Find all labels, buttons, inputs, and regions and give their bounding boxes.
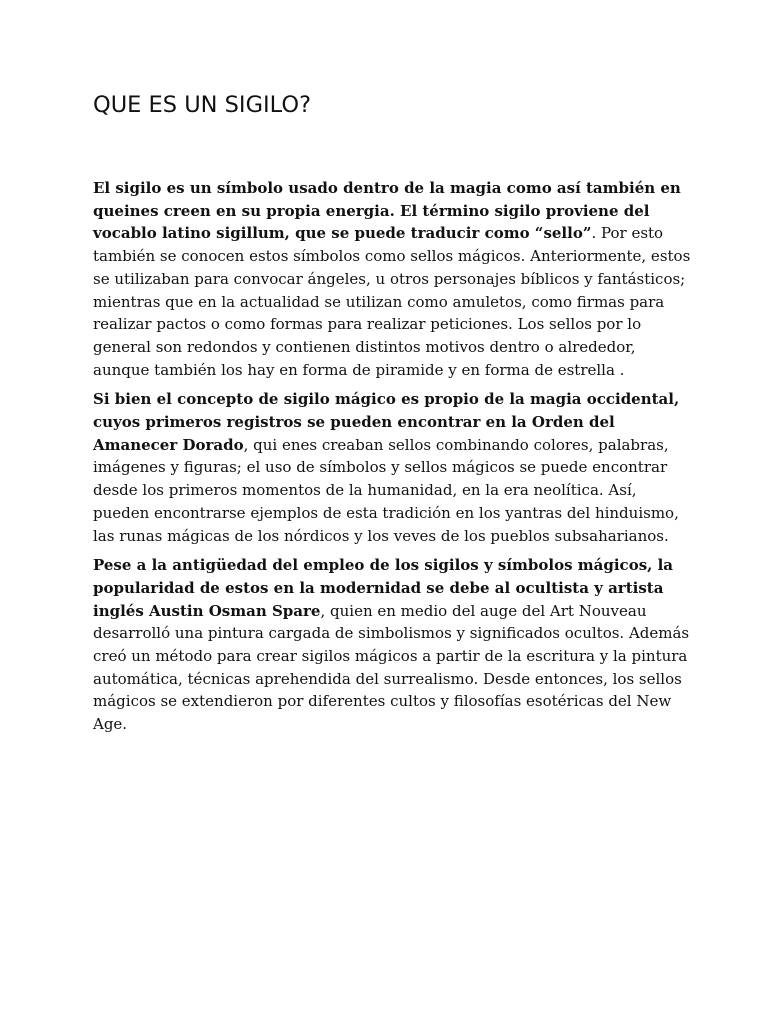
paragraph-definition-bold: El sigilo es un símbolo usado dentro de la magia como así también en queines creen en su propia energia. El término sigilo proviene del vocablo latino sigillum, que se puede traducir como “sello” xyxy=(93,179,681,243)
paragraph-history xyxy=(93,388,693,547)
document-title: QUE ES UN SIGILO? xyxy=(93,92,312,118)
paragraph-modernity-bold: Pese a la antigüedad del empleo de los sigilos y símbolos mágicos, la popularidad de estos en la modernidad se debe al ocultista y artista inglés Austin Osman Spare xyxy=(93,556,674,620)
paragraph-modernity-text: , quien en medio del auge del Art Nouveau desarrolló una pintura cargada de simbolismos y significados ocultos. Además creó un método para crear sigilos mágicos a partir de la escritura y la pintura automática, técnicas aprehendida del surrealismo. Desde entonces, los sellos mágicos se extendieron por diferentes cultos y filosofías esotéricas del New Age. xyxy=(93,601,690,734)
paragraph-definition xyxy=(93,177,693,381)
paragraph-definition-text: . Por esto también se conocen estos símbolos como sellos mágicos. Anteriormente, estos se utilizaban para convocar ángeles, u otros personajes bíblicos y fantásticos; mientras que en la actualidad se utilizan como amuletos, como firmas para realizar pactos o como formas para realizar peticiones. Los sellos por lo general son redondos y contienen distintos motivos dentro o alrededor, aunque también los hay en forma de piramide y en forma de estrella . xyxy=(93,224,691,379)
paragraph-history-text: , qui enes creaban sellos combinando colores, palabras, imágenes y figuras; el uso de símbolos y sellos mágicos se puede encontrar desde los primeros momentos de la humanidad, en la era neolítica. Así, pueden encontrarse ejemplos de esta tradición en los yantras del hinduismo, las runas mágicas de los nórdicos y los veves de los pueblos subsaharianos. xyxy=(93,435,679,545)
paragraph-modernity xyxy=(93,554,693,736)
paragraph-history-bold: Si bien el concepto de sigilo mágico es propio de la magia occidental, cuyos primeros registros se pueden encontrar en la Orden del Amanecer Dorado xyxy=(93,390,680,454)
document-body xyxy=(93,177,693,743)
